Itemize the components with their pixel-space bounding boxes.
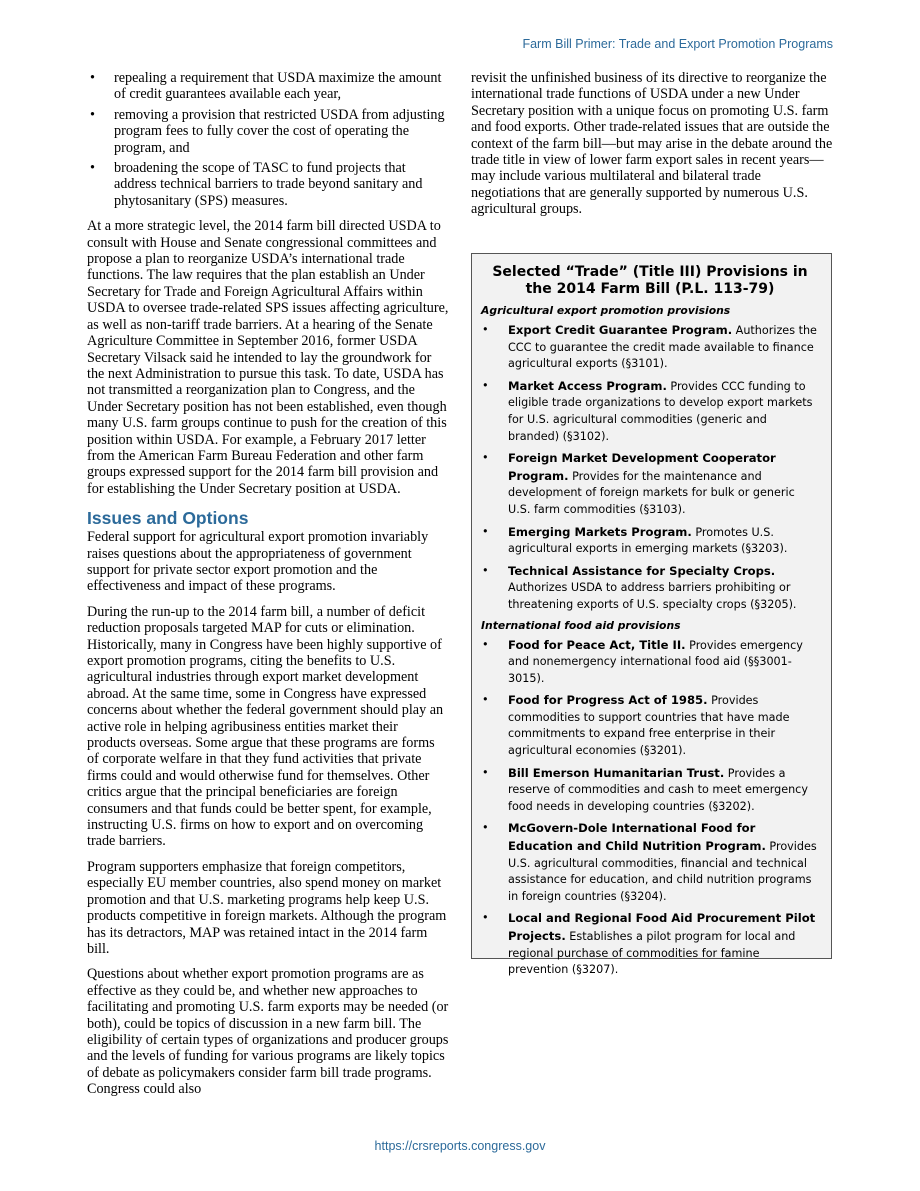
provision-desc: Promotes U.S. agricultural exports in emerging markets (§3203). — [508, 525, 788, 556]
list-item — [481, 378, 819, 445]
paragraph-runup: During the run-up to the 2014 farm bill, a number of deficit reduction proposals targeted MAP for cuts or elimination. Historically, many in Congress have been highly supportive of export promotion programs, citing the benefits to U.S. agricultural industries through export market development abroad. At the same time, some in Congress have expressed concerns about whether the federal government should play an active role in helping agribusiness entities market their products overseas. Some argue that these programs are forms of corporate welfare in that they fund activities that private firms could and would otherwise fund for themselves. Other critics argue that the principal beneficiaries are foreign consumers and that funds could be better spent, for example, instructing U.S. firms on how to export and on overcoming trade barriers. — [87, 603, 444, 850]
list-item — [481, 563, 819, 614]
provision-desc: Provides for the maintenance and development of foreign markets for bulk or generic U.S. farm commodities (§3103). — [508, 469, 795, 516]
box-title: Selected “Trade” (Title III) Provisions in the 2014 Farm Bill (P.L. 113-79) — [492, 264, 808, 297]
provision-name: Local and Regional Food Aid Procurement Pilot Projects. — [508, 911, 816, 943]
list-item — [481, 450, 819, 518]
provision-name: Food for Progress Act of 1985. — [508, 693, 708, 708]
provisions-sidebar-box — [471, 253, 832, 977]
list-item: • repealing a requirement that USDA maximize the amount of credit guarantees available each year, — [87, 70, 449, 103]
right-column — [471, 70, 833, 227]
list-item — [481, 692, 819, 759]
provision-name: Foreign Market Development Cooperator Program. — [508, 451, 776, 483]
provision-name: McGovern-Dole International Food for Education and Child Nutrition Program. — [508, 821, 766, 854]
provision-desc: Provides U.S. agricultural commodities, financial and technical assistance for education, and child nutrition programs in foreign countries (§3204). — [508, 840, 817, 903]
list-item: • broadening the scope of TASC to fund projects that address technical barriers to trade beyond sanitary and phytosanitary (SPS) measures. — [87, 160, 449, 209]
provision-name: Export Credit Guarantee Program. — [508, 323, 733, 337]
amendment-bullet-list — [87, 70, 449, 209]
list-item — [481, 637, 819, 688]
paragraph-questions: Questions about whether export promotion programs are as effective as they could be, and whether new approaches to facilitating and promoting U.S. farm exports may be needed (or both), could be topics of discussion in a new farm bill. The eligibility of certain types of organizations and producer groups and the levels of funding for various programs are likely topics of debate as policymakers consider farm bill trade programs. Congress could also — [87, 966, 449, 1098]
paragraph-reorganization: At a more strategic level, the 2014 farm bill directed USDA to consult with House and Senate congressional committees and propose a plan to reorganize USDA’s international trade functions. The law requires that the plan establish an Under Secretary for Trade and Foreign Agricultural Affairs within USDA to oversee trade-related SPS issues affecting agriculture, as well as non-tariff trade barriers. At a hearing of the Senate Agriculture Committee in September 2016, former USDA Secretary Vilsack said he intended to lay the groundwork for the next Administration to pursue this task. To date, USDA has not transmitted a reorganization plan to Congress, and the Under Secretary position has not been established, even though many U.S. farm groups continue to push for the creation of this position within USDA. For example, a February 2017 letter from the American Farm Bureau Federation and other farm groups expressed support for the 2014 farm bill provision and for establishing the Under Secretary position at USDA. — [87, 218, 449, 497]
paragraph-federal-support: Federal support for agricultural export promotion invariably raises questions about the appropriateness of government support for private sector export promotion and the effectiveness and impact of these programs. — [87, 529, 429, 595]
provision-name: Technical Assistance for Specialty Crops. — [508, 563, 776, 578]
provision-desc: Establishes a pilot program for local and regional purchase of commodities for famine prevention (§3207). — [508, 930, 796, 977]
box-subheading-export: Agricultural export promotion provisions — [481, 304, 731, 317]
provision-desc: Provides emergency and nonemergency international food aid (§§3001-3015). — [508, 638, 803, 685]
list-item — [481, 322, 819, 373]
provision-name: Food for Peace Act, Title II. — [508, 637, 686, 652]
provision-desc: Authorizes the CCC to guarantee the credit made available to finance agricultural exports (§3101). — [508, 324, 817, 371]
food-aid-provisions-list — [481, 637, 819, 979]
provision-name: Market Access Program. — [508, 378, 667, 393]
paragraph-supporters: Program supporters emphasize that foreign competitors, especially EU member countries, also spend money on market promotion and that U.S. marketing programs help keep U.S. products competitive in foreign markets. Although the program has its detractors, MAP was retained intact in the 2014 farm bill. — [87, 858, 447, 957]
footer-url-link[interactable]: https://crsreports.congress.gov — [374, 1139, 546, 1153]
list-item — [481, 910, 819, 978]
list-item: • removing a provision that restricted USDA from adjusting program fees to fully cover the cost of operating the program, and — [87, 107, 449, 156]
list-item — [481, 820, 819, 905]
left-column — [87, 70, 449, 1107]
provision-name: Bill Emerson Humanitarian Trust. — [508, 765, 725, 780]
provision-desc: Provides commodities to support countries that have made commitments to expand free enterprise in their agricultural economies (§3201). — [508, 694, 790, 758]
provision-desc: Provides a reserve of commodities and cash to meet emergency food needs in developing countries (§3202). — [508, 766, 808, 813]
running-header: Farm Bill Primer: Trade and Export Promotion Programs — [522, 37, 833, 51]
list-item — [481, 524, 819, 558]
provision-name: Emerging Markets Program. — [508, 524, 692, 539]
box-subheading-food-aid: International food aid provisions — [481, 618, 681, 632]
export-provisions-list — [481, 322, 819, 614]
provision-desc: Provides CCC funding to eligible trade organizations to develop export markets for U.S. agricultural commodities (generic and branded) (§3102). — [508, 379, 813, 443]
paragraph-revisit: revisit the unfinished business of its directive to reorganize the international trade functions of USDA under a new Under Secretary position with a unique focus on promoting U.S. farm and food exports. Other trade-related issues that are outside the context of the farm bill—but may arise in the debate around the trade title in view of lower farm export sales in recent years—may include various multilateral and bilateral trade negotiations that are generally supported by numerous U.S. agricultural groups. — [471, 70, 833, 218]
provision-desc: Authorizes USDA to address barriers prohibiting or threatening exports of U.S. specialty crops (§3205). — [508, 581, 797, 611]
list-item — [481, 765, 819, 816]
section-heading-issues: Issues and Options — [87, 508, 249, 529]
